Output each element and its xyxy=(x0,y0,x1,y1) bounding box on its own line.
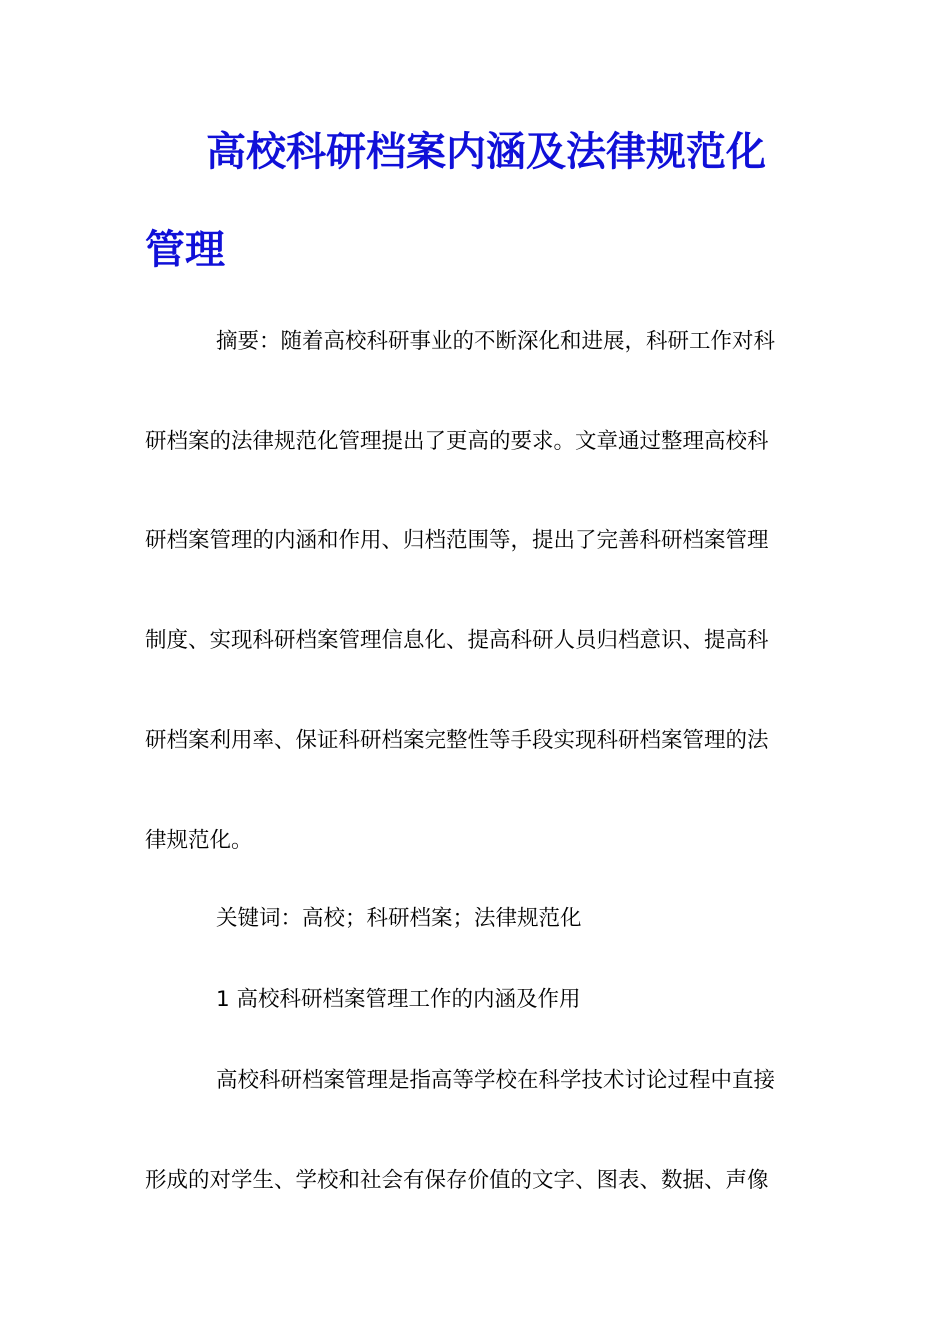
keywords-line: 关键词：高校；科研档案；法律规范化 xyxy=(216,906,582,931)
body-line-1: 高校科研档案管理是指高等学校在科学技术讨论过程中直接 xyxy=(216,1068,776,1093)
document-title-line-1: 高校科研档案内涵及法律规范化 xyxy=(206,128,766,175)
abstract-line-4: 制度、实现科研档案管理信息化、提高科研人员归档意识、提高科 xyxy=(145,628,769,653)
abstract-line-1: 摘要：随着高校科研事业的不断深化和进展，科研工作对科 xyxy=(216,329,776,354)
section-heading: 1 高校科研档案管理工作的内涵及作用 xyxy=(216,987,581,1012)
abstract-line-5: 研档案利用率、保证科研档案完整性等手段实现科研档案管理的法 xyxy=(145,728,769,753)
document-title-line-2: 管理 xyxy=(145,226,225,273)
abstract-line-2: 研档案的法律规范化管理提出了更高的要求。文章通过整理高校科 xyxy=(145,429,769,454)
abstract-line-6: 律规范化。 xyxy=(145,828,253,853)
abstract-line-3: 研档案管理的内涵和作用、归档范围等，提出了完善科研档案管理 xyxy=(145,528,769,553)
body-line-2: 形成的对学生、学校和社会有保存价值的文字、图表、数据、声像 xyxy=(145,1168,769,1193)
